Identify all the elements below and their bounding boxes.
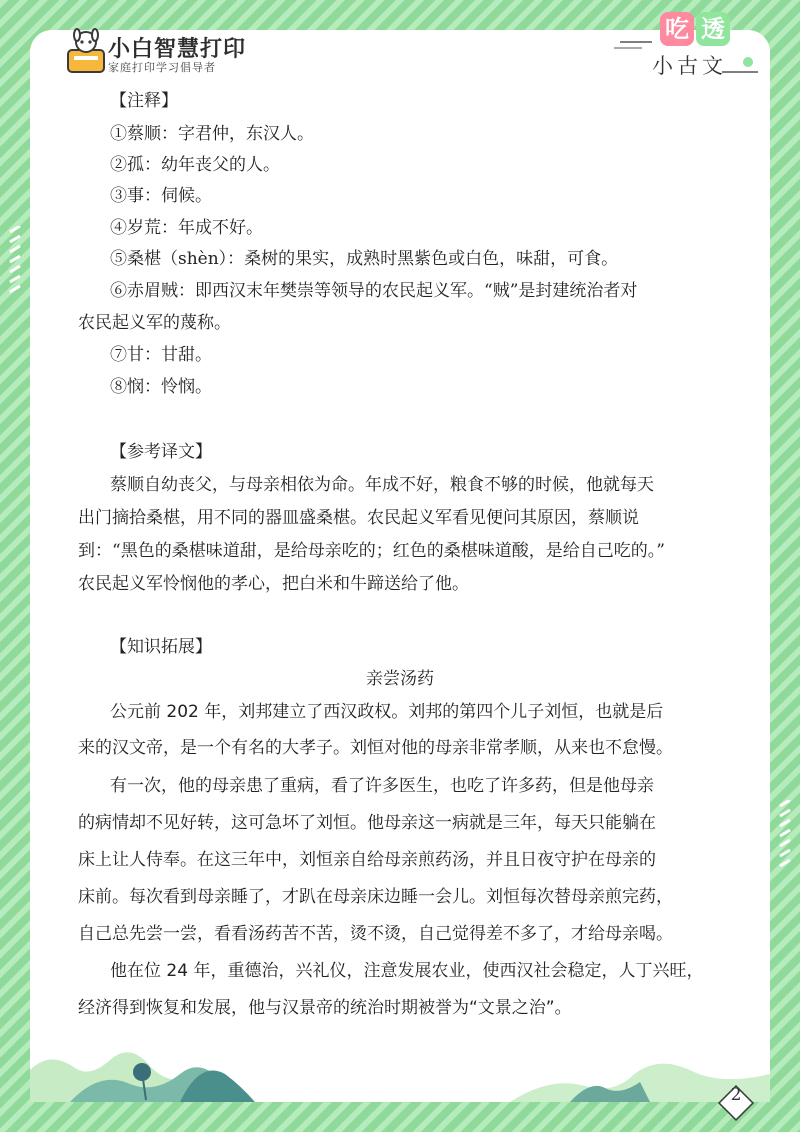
story-line: 床前。每次看到母亲睡了，才趴在母亲床边睡一会儿。刘恒每次替母亲煎完药， — [78, 887, 673, 907]
note-item: ④岁荒：年成不好。 — [110, 218, 263, 238]
note-item: ⑦甘：甘甜。 — [110, 345, 212, 365]
page-number: 2 — [730, 1085, 742, 1105]
translation-line: 到：“黑色的桑椹味道甜，是给母亲吃的；红色的桑椹味道酸，是给自己吃的。” — [78, 541, 665, 561]
series-badge-chi: 吃 — [660, 12, 694, 46]
translation-line: 蔡顺自幼丧父，与母亲相依为命。年成不好，粮食不够的时候，他就每天 — [110, 475, 654, 495]
story-line: 床上让人侍奉。在这三年中，刘恒亲自给母亲煎药汤，并且日夜守护在母亲的 — [78, 850, 656, 870]
story-line: 的病情却不见好转，这可急坏了刘恒。他母亲这一病就是三年，每天只能躺在 — [78, 813, 656, 833]
translation-line: 农民起义军怜悯他的孝心，把白米和牛蹄送给了他。 — [78, 574, 469, 594]
translation-line: 出门摘拾桑椹，用不同的器皿盛桑椹。农民起义军看见便问其原因，蔡顺说 — [78, 508, 639, 528]
note-item: ⑤桑椹（shèn）：桑树的果实，成熟时黑紫色或白色，味甜，可食。 — [110, 249, 619, 269]
note-item: ⑥赤眉贼：即西汉末年樊崇等领导的农民起义军。“贼”是封建统治者对 — [110, 281, 638, 301]
note-item-continued: 农民起义军的蔑称。 — [78, 313, 231, 333]
notes-heading: 【注释】 — [110, 91, 178, 111]
note-item: ②孤：幼年丧父的人。 — [110, 155, 280, 175]
story-line: 自己总先尝一尝，看看汤药苦不苦，烫不烫，自己觉得差不多了，才给母亲喝。 — [78, 924, 673, 944]
series-badge-tou: 透 — [696, 12, 730, 46]
left-side-dash-decoration — [8, 226, 22, 306]
extension-heading: 【知识拓展】 — [110, 637, 212, 657]
story-line: 经济得到恢复和发展，他与汉景帝的统治时期被誉为“文景之治”。 — [78, 998, 572, 1018]
series-title: 小古文 — [652, 54, 727, 78]
brand-slogan: 家庭打印学习倡导者 — [108, 61, 216, 74]
brand-name: 小白智慧打印 — [108, 37, 247, 62]
translation-heading: 【参考译文】 — [110, 442, 212, 462]
story-line: 有一次，他的母亲患了重病，看了许多医生，也吃了许多药，但是他母亲 — [110, 776, 654, 796]
story-title: 亲尝汤药 — [366, 669, 434, 689]
note-item: ③事：伺候。 — [110, 186, 212, 206]
note-item: ⑧悯：怜悯。 — [110, 377, 212, 397]
story-line: 他在位 24 年，重德治，兴礼仪，注意发展农业，使西汉社会稳定，人丁兴旺， — [110, 961, 704, 981]
story-line: 来的汉文帝，是一个有名的大孝子。刘恒对他的母亲非常孝顺，从来也不怠慢。 — [78, 738, 673, 758]
story-line: 公元前 202 年，刘邦建立了西汉政权。刘邦的第四个儿子刘恒，也就是后 — [110, 702, 664, 722]
mountain-scenery-decoration — [30, 1030, 770, 1102]
printer-logo-icon — [66, 28, 106, 78]
note-item: ①蔡顺：字君仲，东汉人。 — [110, 124, 314, 144]
right-side-dash-decoration — [778, 800, 792, 880]
